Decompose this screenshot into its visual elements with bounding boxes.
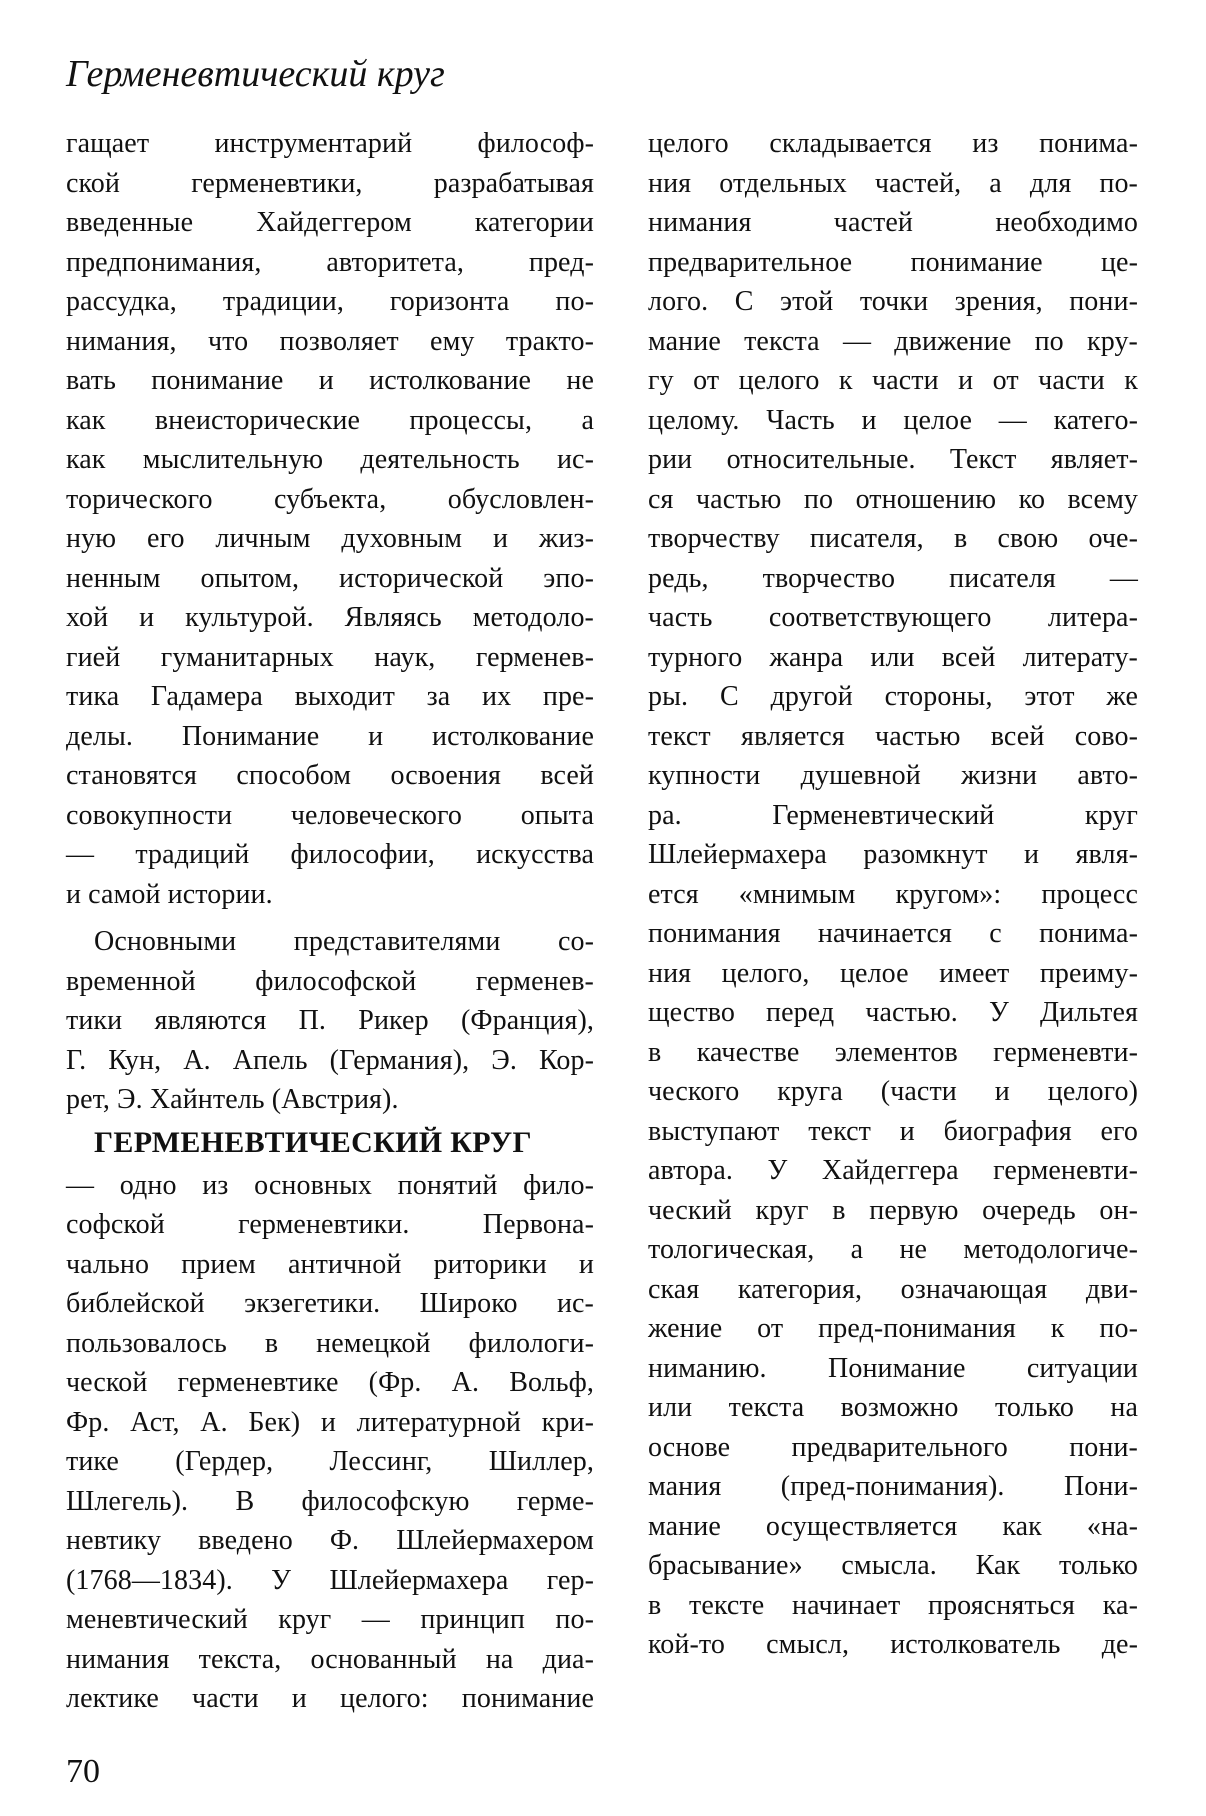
text-line: в качестве элементов герменевти- <box>648 1036 1138 1068</box>
text-line: понимания начинается с понима- <box>648 918 1138 949</box>
text-line: ческий круг в первую очередь он- <box>648 1194 1138 1226</box>
text-line: автора. У Хайдеггера герменевти- <box>648 1155 1138 1186</box>
text-line: совокупности человеческого опыта <box>66 799 594 831</box>
text-line: мания (пред-понимания). Пони- <box>648 1471 1138 1502</box>
text-line: рассудка, традиции, горизонта по- <box>66 286 594 317</box>
text-line: жение от пред-понимания к по- <box>648 1313 1138 1344</box>
text-line: гу от целого к части и от части к <box>648 365 1138 396</box>
text-line: ской герменевтики, разрабатывая <box>66 167 594 199</box>
text-line: турного жанра или всей литерату- <box>648 641 1138 673</box>
text-line: тики являются П. Рикер (Франция), <box>66 1005 594 1036</box>
text-line: лого. С этой точки зрения, пони- <box>648 286 1138 317</box>
text-line: творчеству писателя, в свою оче- <box>648 523 1138 554</box>
text-line: тика Гадамера выходит за их пре- <box>66 681 594 712</box>
text-line: хой и культурой. Являясь методоло- <box>66 602 594 633</box>
right-column <box>648 124 1138 1665</box>
text-line: рии относительные. Текст являет- <box>648 444 1138 475</box>
text-line: гией гуманитарных наук, герменев- <box>66 641 594 673</box>
text-line: софской герменевтики. Первона- <box>66 1209 594 1240</box>
text-line: введенные Хайдеггером категории <box>66 207 594 238</box>
text-line: ся частью по отношению ко всему <box>648 483 1138 515</box>
text-line: (1768—1834). У Шлейермахера гер- <box>66 1564 594 1596</box>
running-header-title: Герменевтический круг <box>66 53 445 95</box>
text-line: брасывание» смысла. Как только <box>648 1550 1138 1581</box>
text-line: вать понимание и истолкование не <box>66 365 594 396</box>
text-line: нимания текста, основанный на диа- <box>66 1643 594 1675</box>
text-line: рет, Э. Хайнтель (Австрия). <box>66 1084 399 1115</box>
text-line: или текста возможно только на <box>648 1392 1138 1423</box>
text-line: делы. Понимание и истолкование <box>66 720 594 752</box>
text-line: Шлегель). В философскую герме- <box>66 1485 594 1517</box>
text-line: мание осуществляется как «на- <box>648 1510 1138 1542</box>
text-line: и самой истории. <box>66 878 273 910</box>
text-line: пользовалось в немецкой филологи- <box>66 1327 594 1359</box>
text-line: ненным опытом, исторической эпо- <box>66 562 594 594</box>
text-line: ется «мнимым кругом»: процесс <box>648 878 1138 910</box>
text-line: предпонимания, авторитета, пред- <box>66 246 594 278</box>
text-line: чально прием античной риторики и <box>66 1248 594 1280</box>
text-line: становятся способом освоения всей <box>66 760 594 791</box>
text-line: ская категория, означающая дви- <box>648 1273 1138 1305</box>
text-line: основе предварительного пони- <box>648 1431 1138 1463</box>
text-line: целому. Часть и целое — катего- <box>648 404 1138 436</box>
page-number: 70 <box>66 1753 100 1790</box>
text-line: торического субъекта, обусловлен- <box>66 483 594 515</box>
text-line: невтику введено Ф. Шлейермахером <box>66 1525 594 1556</box>
text-line: Г. Кун, А. Апель (Германия), Э. Кор- <box>66 1044 594 1076</box>
text-line: часть соответствующего литера- <box>648 602 1138 633</box>
text-line: ния целого, целое имеет преиму- <box>648 957 1138 989</box>
paragraph-hermeneutic-circle <box>66 1166 594 1719</box>
text-line: меневтический круг — принцип по- <box>66 1604 594 1635</box>
text-line: Фр. Аст, А. Бек) и литературной кри- <box>66 1406 594 1438</box>
text-line: тике (Гердер, Лессинг, Шиллер, <box>66 1446 594 1477</box>
text-line: ра. Герменевтический круг <box>648 799 1138 831</box>
text-line: выступают текст и биография его <box>648 1115 1138 1147</box>
text-line: тологическая, а не методологиче- <box>648 1234 1138 1265</box>
text-line: лектике части и целого: понимание <box>66 1683 594 1714</box>
text-line: Шлейермахера разомкнут и явля- <box>648 839 1138 870</box>
text-line: целого складывается из понима- <box>648 128 1138 159</box>
text-line: кой-то смысл, истолкователь де- <box>648 1629 1138 1660</box>
paragraph-representatives <box>66 922 594 1120</box>
text-line: — одно из основных понятий фило- <box>66 1169 594 1201</box>
text-line: мание текста — движение по кру- <box>648 325 1138 357</box>
text-line: ческого круга (части и целого) <box>648 1076 1138 1107</box>
text-line: ную его личным духовным и жиз- <box>66 523 594 554</box>
text-line: временной философской герменев- <box>66 965 594 997</box>
text-line: как мыслительную деятельность ис- <box>66 444 594 475</box>
text-line: ниманию. Понимание ситуации <box>648 1352 1138 1384</box>
left-column <box>66 124 594 1719</box>
text-line: ческой герменевтике (Фр. А. Вольф, <box>66 1367 594 1398</box>
text-line: щество перед частью. У Дильтея <box>648 997 1138 1028</box>
text-line: — традиций философии, искусства <box>66 839 594 870</box>
paragraph-spacer <box>66 914 594 922</box>
entry-heading: ГЕРМЕНЕВТИЧЕСКИЙ КРУГ <box>94 1125 532 1159</box>
text-line: нимания, что позволяет ему тракто- <box>66 325 594 357</box>
text-line: как внеисторические процессы, а <box>66 404 594 436</box>
text-line: гащает инструментарий философ- <box>66 128 594 159</box>
text-line: нимания частей необходимо <box>648 207 1138 238</box>
text-line: библейской экзегетики. Широко ис- <box>66 1288 594 1319</box>
text-line: редь, творчество писателя — <box>648 562 1138 594</box>
paragraph-hermeneutics-continuation <box>66 124 594 914</box>
text-line: ния отдельных частей, а для по- <box>648 167 1138 199</box>
text-line: ры. С другой стороны, этот же <box>648 681 1138 712</box>
text-line: текст является частью всей сово- <box>648 720 1138 752</box>
text-line: предварительное понимание це- <box>648 246 1138 278</box>
text-line: в тексте начинает проясняться ка- <box>648 1589 1138 1621</box>
text-line: Основными представителями со- <box>94 926 594 957</box>
text-line: купности душевной жизни авто- <box>648 760 1138 791</box>
